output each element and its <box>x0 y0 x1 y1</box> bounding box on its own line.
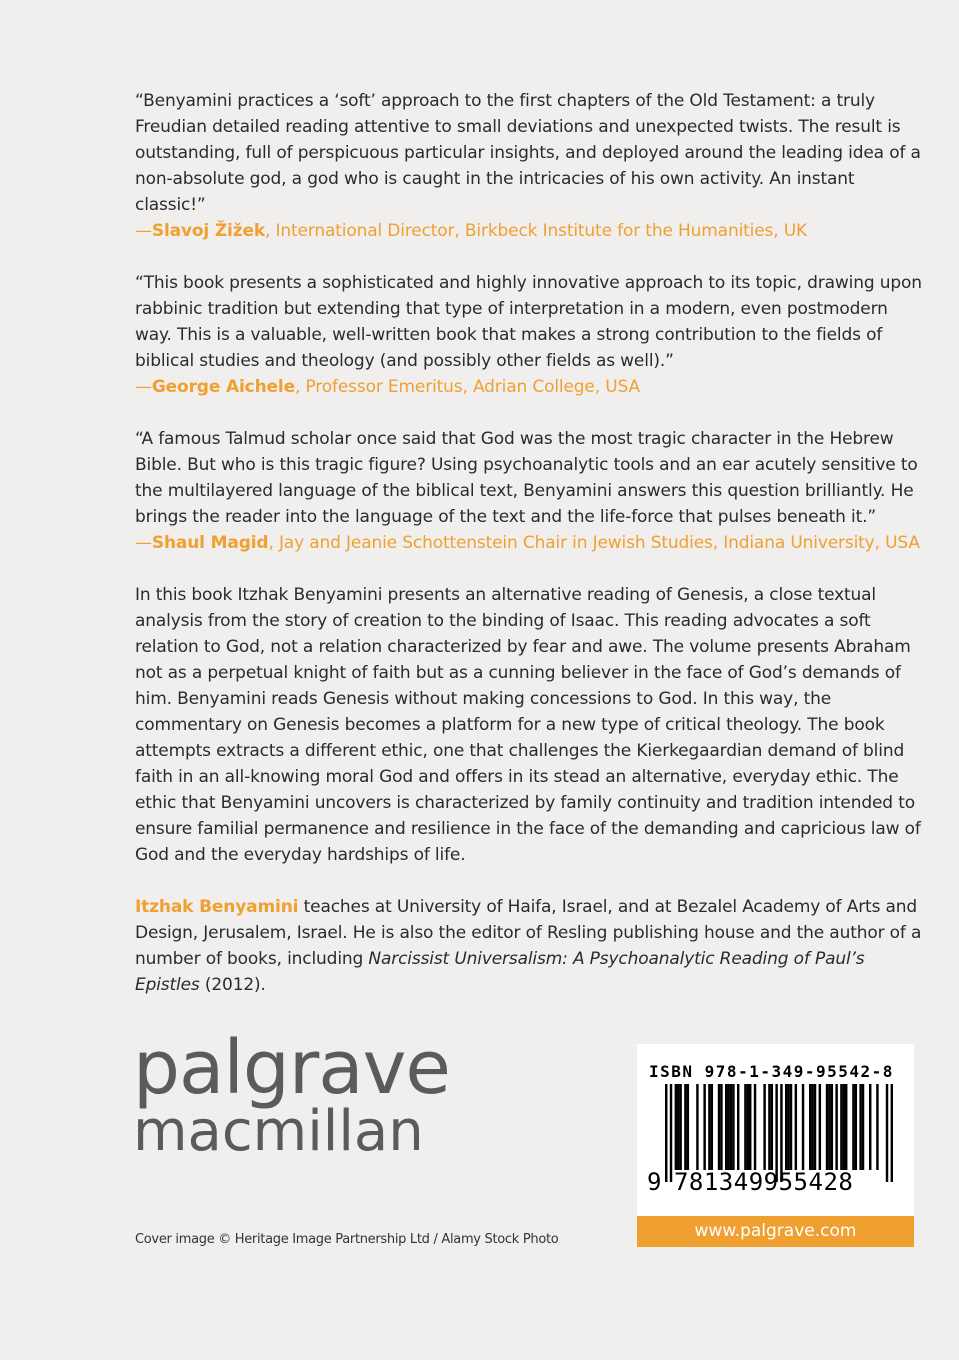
quote-text: “A famous Talmud scholar once said that God was the most tragic character in the Hebrew Bible. But who is this tragic figure? Using psychoanalytic tools and an ear acutely sensitive to the multilayered language of the biblical text, Benyamini answers this question brilliantly. He brings the reader into the language of the text and the life-force that pulses beneath it.” <box>135 429 918 527</box>
barcode-bar <box>730 1084 732 1170</box>
barcode-bar <box>852 1084 854 1170</box>
barcode-bar <box>720 1084 722 1170</box>
barcode-bar <box>711 1084 713 1170</box>
endorser-name: Slavoj Žižek <box>151 221 265 241</box>
author-bio <box>135 894 925 998</box>
description-text: In this book Itzhak Benyamini presents an alternative reading of Genesis, a close textual analysis from the story of creation to the binding of Isaac. This reading advocates a soft relation to God, not a relation characterized by fear and awe. The volume presents Abraham not as a perpetual knight of faith but as a cunning believer in the face of God’s demands of him. Benyamini reads Genesis without making concessions to God. In this way, the commentary on Genesis becomes a platform for a new type of critical theology. The book attempts extracts a different ethic, one that challenges the Kierkegaardian demand of blind faith in an all-knowing moral God and offers in its stead an alternative, everyday ethic. The ethic that Benyamini uncovers is characterized by family continuity and tradition intended to ensure familial permanence and resilience in the face of the demanding and capricious law of God and the everyday hardships of life. <box>135 585 921 865</box>
barcode-bar <box>696 1084 698 1170</box>
barcode-bar <box>831 1084 833 1170</box>
barcode-bar <box>845 1084 847 1170</box>
barcode-bar <box>737 1084 739 1170</box>
barcode-bar <box>891 1084 893 1182</box>
barcode-bar <box>886 1084 888 1182</box>
quote-attribution <box>135 377 640 397</box>
barcode-bar <box>677 1084 679 1170</box>
barcode-bar <box>843 1084 845 1170</box>
barcode-bar <box>859 1084 861 1170</box>
barcode-bar <box>828 1084 830 1170</box>
attribution-dash: — <box>135 377 152 397</box>
barcode-bar <box>771 1084 773 1170</box>
barcode-bar <box>747 1084 749 1170</box>
barcode-bar <box>754 1084 756 1170</box>
endorsement-3 <box>135 426 925 556</box>
endorser-affiliation: , Jay and Jeanie Schottenstein Chair in Jewish Studies, Indiana University, USA <box>268 533 920 553</box>
endorsement-2 <box>135 270 925 400</box>
logo-line-macmillan: macmillan <box>133 1099 424 1164</box>
barcode-bar <box>703 1084 705 1170</box>
quote-text: “This book presents a sophisticated and highly innovative approach to its topic, drawing upon rabbinic tradition but extending that type of interpretation in a modern, even postmodern way. This is a valuable, well-written book that makes a strong contribution to the fields of biblical studies and theology (and possibly other fields as well).” <box>135 273 922 371</box>
author-name: Itzhak Benyamini <box>135 897 299 917</box>
barcode-bar <box>814 1084 816 1170</box>
palgrave-macmillan-logo <box>133 1025 450 1164</box>
isbn-barcode <box>637 1044 914 1216</box>
barcode-bar <box>840 1084 842 1170</box>
endorser-name: Shaul Magid <box>151 533 269 553</box>
bio-text: teaches at University of Haifa, Israel, and at Bezalel Academy of Arts and Design, Jerusalem, Israel. He is also the editor of Resling publishing house and the author of a number of books, including <box>135 897 922 969</box>
barcode-bar <box>725 1084 727 1170</box>
barcode-bar <box>727 1084 729 1170</box>
back-cover-text <box>135 88 925 1024</box>
barcode-bar <box>732 1084 734 1170</box>
barcode-bar <box>790 1084 792 1170</box>
barcode-bar <box>826 1084 828 1170</box>
barcode-bar <box>862 1084 864 1170</box>
ean-digits <box>647 1168 853 1196</box>
barcode-bar <box>675 1084 677 1170</box>
quote-text: “Benyamini practices a ‘soft’ approach to the first chapters of the Old Testament: a truly Freudian detailed reading attentive to small deviations and unexpected twists. The result is outstanding, full of perspicuous particular insights, and deployed around the leading idea of a non-absolute god, a god who is caught in the intricacies of his own activity. An instant classic!” <box>135 91 921 215</box>
endorser-name: George Aichele <box>151 377 295 397</box>
barcode-bar <box>749 1084 751 1170</box>
attribution-dash: — <box>135 221 152 241</box>
endorser-affiliation: , Professor Emeritus, Adrian College, USA <box>294 377 640 397</box>
barcode-bar <box>684 1084 686 1170</box>
barcode-bar <box>708 1084 710 1170</box>
barcode-bar <box>802 1084 804 1170</box>
ean-right-group: 955428 <box>763 1168 854 1196</box>
barcode-bar <box>835 1084 837 1170</box>
quote-attribution <box>135 533 920 553</box>
barcode-bar <box>687 1084 689 1170</box>
barcode-bar <box>876 1084 878 1170</box>
ean-left-group: 781349 <box>673 1168 764 1196</box>
cover-image-credit: Cover image © Heritage Image Partnership Ltd / Alamy Stock Photo <box>135 1232 559 1247</box>
isbn-label: ISBN 978-1-349-95542-8 <box>649 1062 894 1081</box>
barcode-bar <box>855 1084 857 1170</box>
barcode-bar <box>785 1084 787 1170</box>
barcode-bar <box>809 1084 811 1170</box>
barcode-bar <box>744 1084 746 1170</box>
barcode-bar <box>787 1084 789 1170</box>
attribution-dash: — <box>135 533 152 553</box>
ean-first-digit: 9 <box>647 1168 662 1196</box>
barcode-bar <box>768 1084 770 1170</box>
bio-text-end: (2012). <box>199 975 266 995</box>
quote-attribution <box>135 221 807 241</box>
bio-book-title: Narcissist Universalism: A Psychoanalytic Reading of Paul’s Epistles <box>135 949 865 995</box>
publisher-website: www.palgrave.com <box>637 1216 914 1247</box>
barcode-bar <box>679 1084 681 1170</box>
endorser-affiliation: , International Director, Birkbeck Institute for the Humanities, UK <box>265 221 808 241</box>
endorsement-1 <box>135 88 925 244</box>
barcode-bar <box>869 1084 871 1170</box>
logo-line-palgrave: palgrave <box>133 1025 450 1111</box>
barcode-bar <box>718 1084 720 1170</box>
book-description <box>135 582 925 868</box>
barcode-bar <box>811 1084 813 1170</box>
barcode-bar <box>763 1084 765 1170</box>
barcode-bar <box>819 1084 821 1170</box>
barcode-bar <box>795 1084 797 1170</box>
